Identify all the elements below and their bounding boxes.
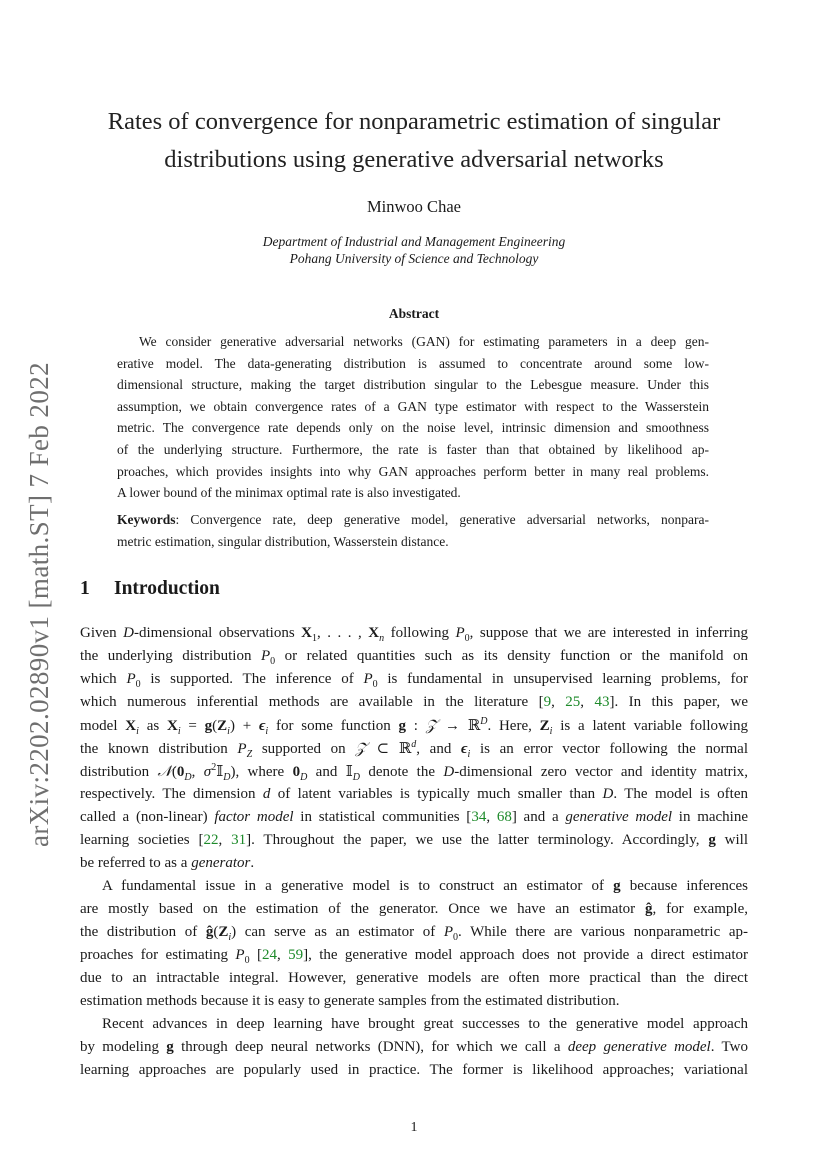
body-line: which numerous inferential methods are available in the literature [9, 25, 43]. In this paper, we — [80, 694, 749, 710]
body-line: distribution $𝒩(0_D$, $\sigma^2𝕀_D$), where $0_D$ and 𝕀$_D$ denote the D-dimensional zero vector and identity matrix, — [80, 762, 749, 783]
affiliation-line-1: Department of Industrial and Management Engineering — [262, 234, 566, 249]
body-line: estimation methods because it is easy to generate samples from the estimated distribution. — [80, 993, 620, 1009]
citation-link[interactable]: 25 — [565, 694, 581, 710]
title-line-1: Rates of convergence for nonparametric estimation of singular — [107, 108, 721, 135]
affiliation-line-2: Pohang University of Science and Technology — [289, 251, 539, 266]
body-line: Given D-dimensional observations $X_1$, . . . , $X_n$ following $P_0$, suppose that we are interested in inferring — [80, 625, 748, 644]
author-name: Minwoo Chae — [367, 197, 461, 216]
abstract-line: erative model. The data-generating distribution is assumed to concentrate around some low- — [117, 355, 709, 371]
body-line: proaches for estimating $P_0$ [24, 59], the generative model approach does not provide a direct estimator — [80, 947, 748, 966]
body-line: be referred to as a generator. — [80, 855, 255, 871]
citation-link[interactable]: 43 — [594, 694, 610, 710]
body-line: due to an intractable integral. However, generative models are often more practical than the direct — [80, 970, 748, 986]
abstract-line: assumption, we obtain convergence rates of a GAN type estimator with respect to the Wasserstein — [117, 398, 709, 414]
keywords-line-2: metric estimation, singular distribution, Wasserstein distance. — [117, 533, 449, 549]
section-heading — [80, 578, 220, 600]
body-line: A fundamental issue in a generative model is to construct an estimator of g because inferences — [102, 878, 748, 894]
citation-link[interactable]: 22 — [203, 832, 219, 848]
abstract-line: proaches, which provides insights into why GAN approaches perform better in many real problems. — [117, 463, 709, 479]
paper-title — [80, 103, 748, 179]
abstract-body — [117, 331, 709, 504]
body-line: learning approaches are popularly used in practice. The former is likelihood approaches; variational — [80, 1062, 748, 1078]
abstract-line: We consider generative adversarial networks (GAN) for estimating parameters in a deep gen- — [139, 334, 709, 349]
body-line: are mostly based on the estimation of the generator. Once we have an estimator ĝ, for example, — [80, 901, 748, 917]
body-line: the distribution of $ĝ(Z_i)$ can serve as an estimator of $P_0$. While there are various nonparametric ap- — [80, 924, 748, 943]
abstract-line: of the underlying structure. Furthermore, the rate is faster than that obtained by likelihood ap- — [117, 441, 709, 457]
abstract-line: A lower bound of the minimax optimal rate is also investigated. — [117, 485, 461, 501]
body-line: model $X_i$ as $X_i = g(Z_i) + \epsilon_i$ for some function g : 𝒵 → ℝ$^D$. Here, $Z_i$ is a latent variable following — [80, 716, 748, 737]
body-line: learning societies [22, 31]. Throughout the paper, we use the latter terminology. Accordingly, g will — [80, 832, 749, 848]
title-line-2: distributions using generative adversarial networks — [164, 146, 664, 173]
citation-link[interactable]: 68 — [496, 809, 512, 825]
arxiv-stamp-text: arXiv:2202.02890v1 [math.ST] 7 Feb 2022 — [24, 361, 55, 847]
citation-link[interactable]: 59 — [288, 947, 304, 963]
keywords-text: : Convergence rate, deep generative model, generative adversarial networks, nonpara- — [175, 512, 709, 527]
body-line: which $P_0$ is supported. The inference of $P_0$ is fundamental in unsupervised learning problems, for — [80, 671, 748, 690]
keywords-line-1 — [117, 509, 709, 531]
citation-link[interactable]: 34 — [471, 809, 487, 825]
abstract-heading: Abstract — [388, 306, 440, 321]
body-line: called a (non-linear) factor model in statistical communities [34, 68] and a generative model in machine — [80, 809, 748, 825]
page-number: 1 — [410, 1120, 418, 1135]
introduction-body — [80, 622, 748, 1082]
keywords-label: Keywords — [117, 512, 176, 527]
body-line: by modeling g through deep neural networks (DNN), for which we call a deep generative model. Two — [80, 1039, 748, 1055]
author-affiliation — [80, 233, 748, 267]
section-title: Introduction — [114, 578, 220, 599]
section-number: 1 — [80, 578, 90, 599]
body-line: the known distribution $P_Z$ supported on 𝒵 ⊂ ℝ$^d$, and $\epsilon_i$ is an error vector following the normal — [80, 739, 748, 760]
citation-link[interactable]: 24 — [261, 947, 277, 963]
body-line: the underlying distribution $P_0$ or related quantities such as its density function or the manifold on — [80, 648, 748, 667]
citation-link[interactable]: 31 — [231, 832, 247, 848]
abstract-line: dimensional structure, making the target distribution singular to the Lebesgue measure. Under this — [117, 377, 709, 393]
keywords-block — [117, 509, 709, 552]
arxiv-identifier-stamp — [20, 354, 60, 854]
body-line: Recent advances in deep learning have brought great successes to the generative model approach — [102, 1016, 748, 1032]
abstract-line: metric. The convergence rate depends only on the noise level, intrinsic dimension and smoothness — [117, 420, 709, 436]
citation-link[interactable]: 9 — [543, 694, 552, 710]
body-line: respectively. The dimension d of latent variables is typically much smaller than D. The model is often — [80, 786, 749, 802]
